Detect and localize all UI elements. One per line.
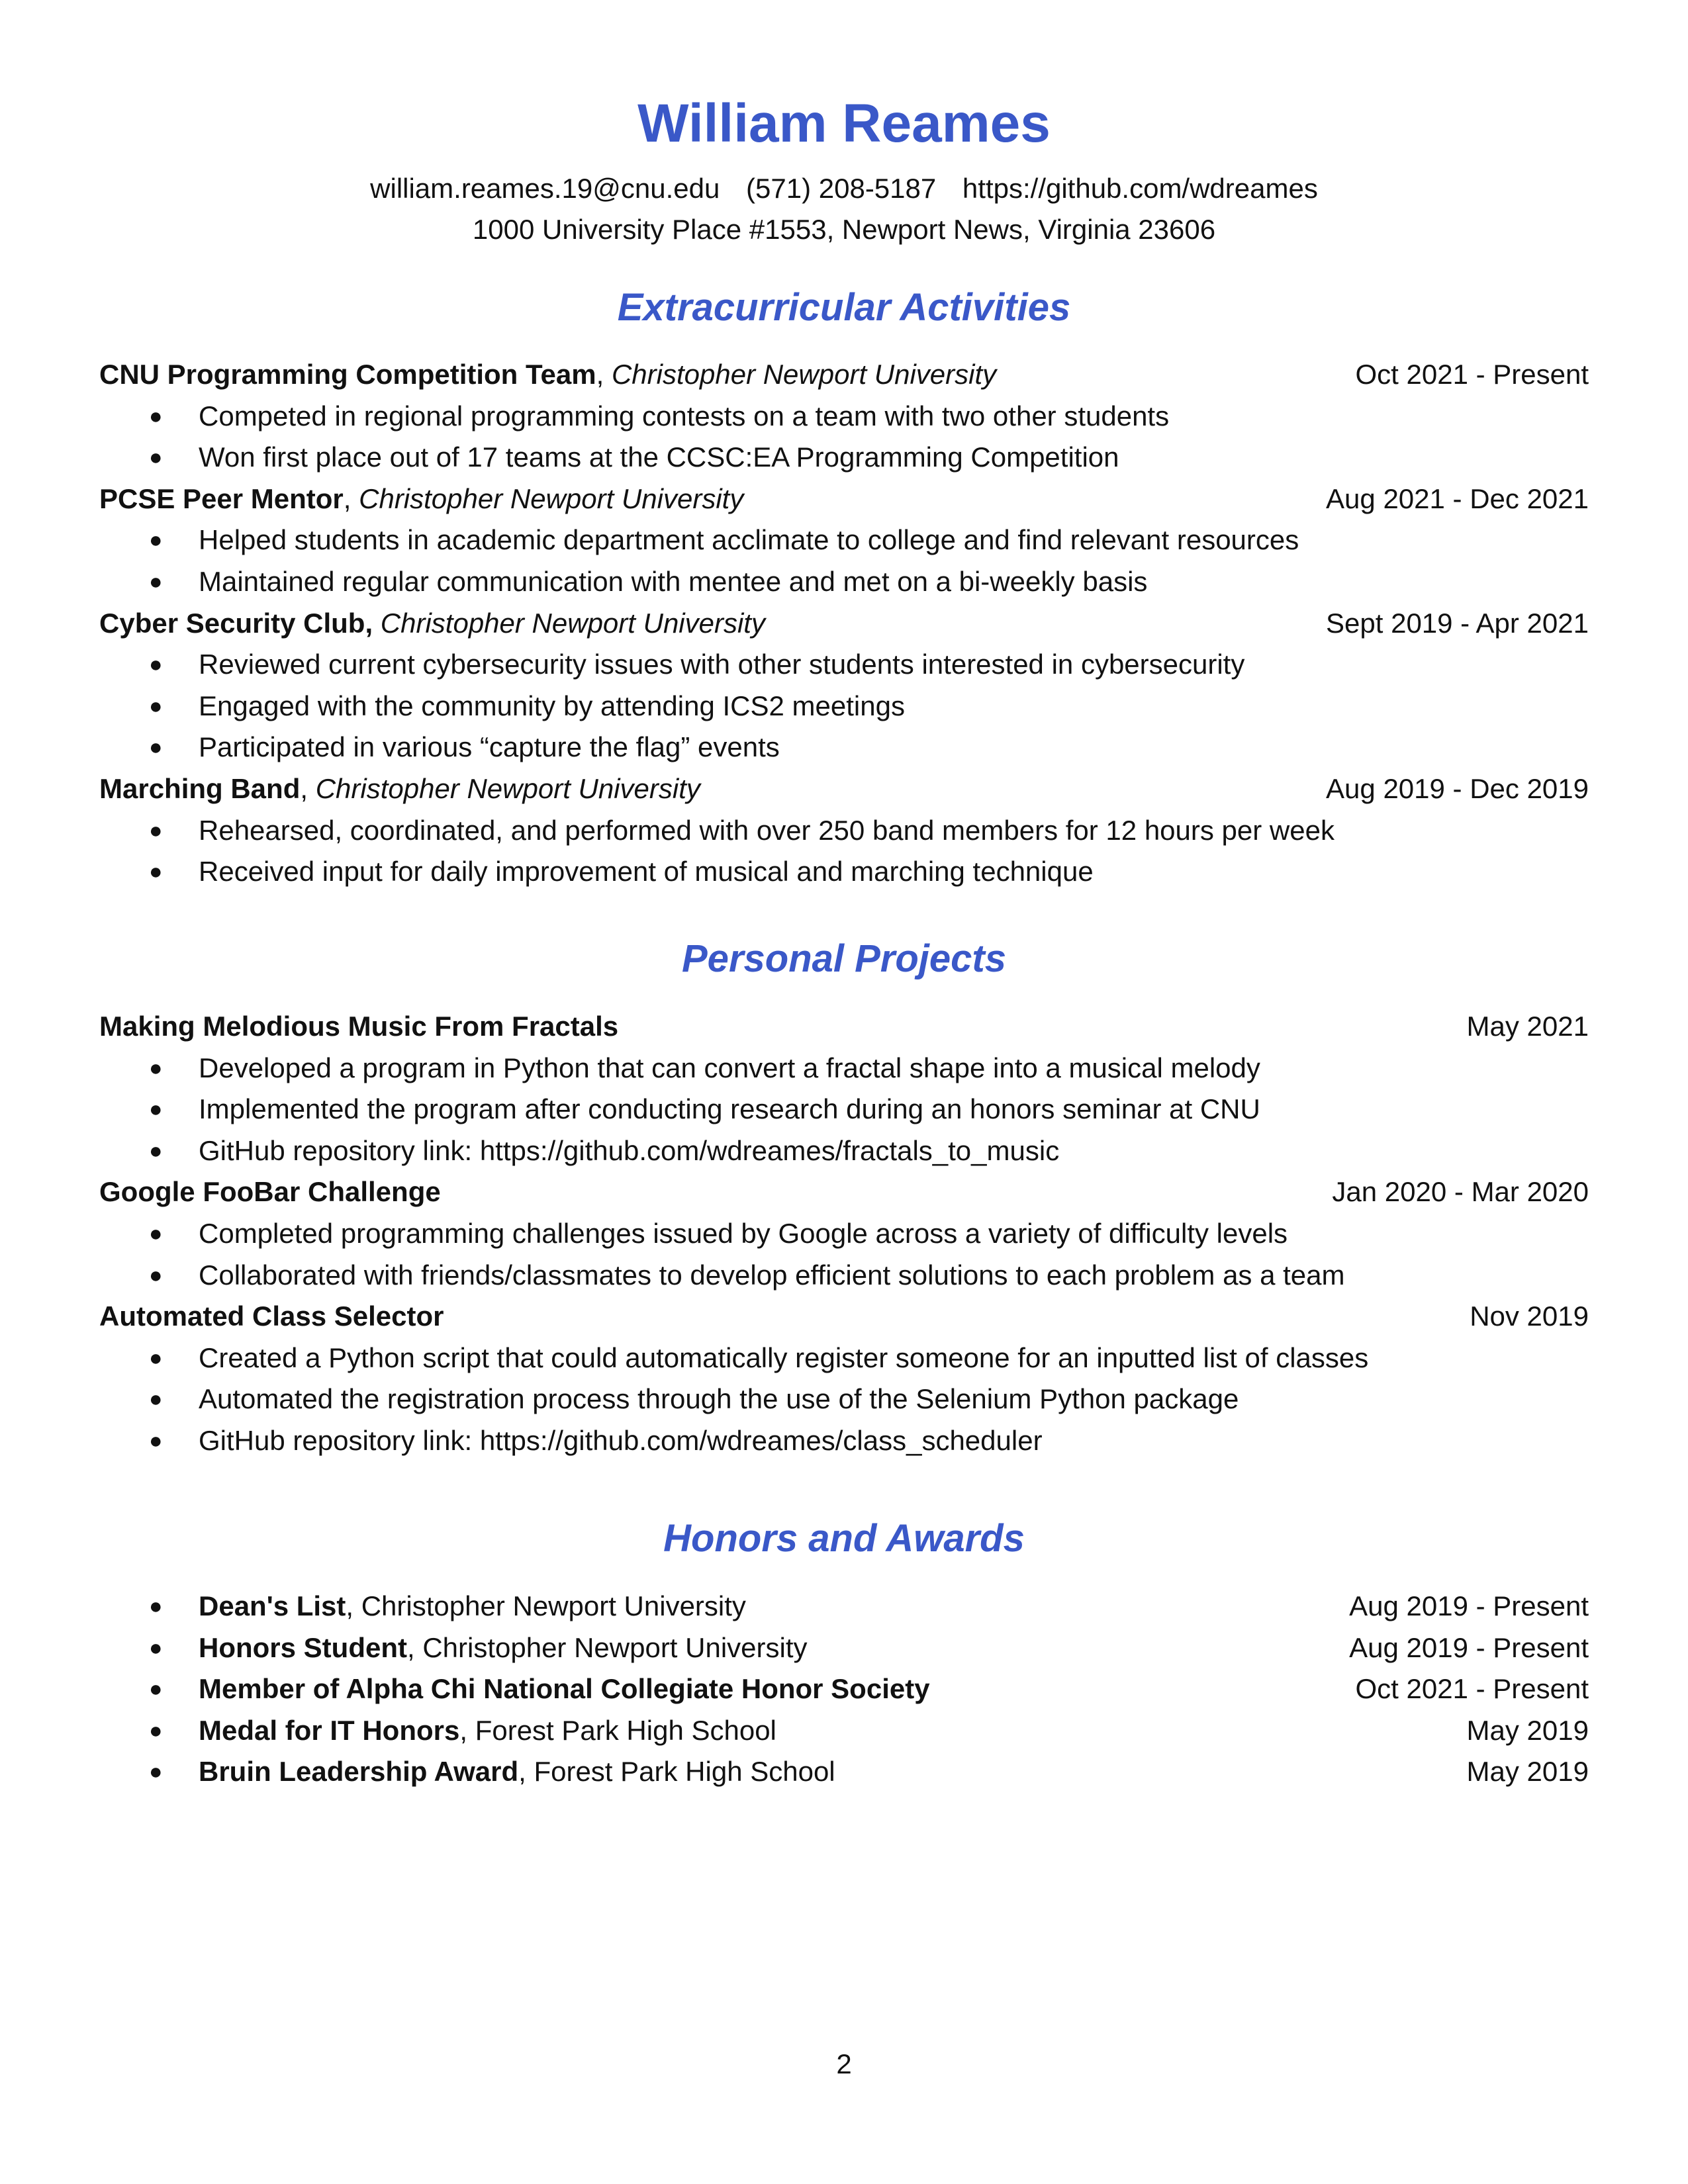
bullet-text: Won first place out of 17 teams at the CCSC:EA Programming Competition <box>199 441 1119 473</box>
award-name: Medal for IT Honors <box>199 1714 460 1746</box>
entry-date: Aug 2019 - Dec 2019 <box>1326 772 1589 804</box>
bullet-dot-icon: ● <box>149 652 163 678</box>
award-organization: , Forest Park High School <box>518 1756 835 1788</box>
bullet-text: Rehearsed, coordinated, and performed with over 250 band members for 12 hours per week <box>199 814 1335 846</box>
bullet-text: Competed in regional programming contests on a team with two other students <box>199 400 1170 432</box>
entry-date: Nov 2019 <box>1470 1300 1589 1332</box>
bullet-dot-icon: ● <box>149 1387 163 1412</box>
award-name: Bruin Leadership Award <box>199 1756 519 1788</box>
entry-title <box>99 1176 441 1207</box>
entry-organization: Christopher Newport University <box>315 772 700 804</box>
entry-date: Sept 2019 - Apr 2021 <box>1326 607 1589 639</box>
entry-header <box>99 1006 1589 1048</box>
bullet-text: Maintained regular communication with mentee and met on a bi-weekly basis <box>199 565 1148 597</box>
entry-role: PCSE Peer Mentor <box>99 482 344 514</box>
entry-date: Aug 2021 - Dec 2021 <box>1326 482 1589 514</box>
entry-title <box>99 483 743 514</box>
bullet-dot-icon: ● <box>149 1055 163 1081</box>
email-link[interactable]: william.reames.19@cnu.edu <box>370 173 720 204</box>
bullet-dot-icon: ● <box>149 1759 163 1785</box>
bullet-item <box>99 644 1589 686</box>
entry-title <box>99 359 996 390</box>
bullet-item <box>99 1213 1589 1255</box>
contact-block <box>99 168 1589 250</box>
award-name: Honors Student <box>199 1631 407 1663</box>
bullet-text: Implemented the program after conducting research during an honors seminar at CNU <box>199 1093 1260 1125</box>
entry-date: May 2021 <box>1466 1011 1589 1042</box>
bullet-text: Created a Python script that could automatically register someone for an inputted list of classes <box>199 1342 1369 1373</box>
bullet-dot-icon: ● <box>149 1262 163 1288</box>
bullet-item <box>99 810 1589 852</box>
bullet-item <box>99 1089 1589 1130</box>
award-date: May 2019 <box>1466 1756 1589 1788</box>
bullet-item <box>99 1130 1589 1172</box>
bullet-text: Engaged with the community by attending ICS2 meetings <box>199 690 905 721</box>
bullet-dot-icon: ● <box>149 693 163 719</box>
entry-header <box>99 603 1589 645</box>
entry-title <box>99 1300 444 1332</box>
entry-role: Marching Band <box>99 772 301 804</box>
bullet-item <box>99 1048 1589 1089</box>
bullet-item <box>99 520 1589 561</box>
bullet-dot-icon: ● <box>149 569 163 594</box>
bullet-item <box>99 1420 1589 1462</box>
entry-header <box>99 478 1589 520</box>
entry-date: Jan 2020 - Mar 2020 <box>1332 1176 1589 1208</box>
bullet-item <box>99 396 1589 437</box>
bullet-dot-icon: ● <box>149 1220 163 1246</box>
address: 1000 University Place #1553, Newport News, Virginia 23606 <box>472 214 1216 245</box>
bullet-dot-icon: ● <box>149 817 163 843</box>
bullet-text: Received input for daily improvement of musical and marching technique <box>199 856 1094 887</box>
bullet-item <box>99 727 1589 768</box>
entry-date: Oct 2021 - Present <box>1355 359 1589 390</box>
bullet-dot-icon: ● <box>149 403 163 429</box>
award-date: Aug 2019 - Present <box>1349 1590 1589 1621</box>
entry-title <box>99 773 700 804</box>
entry-role: Making Melodious Music From Fractals <box>99 1011 619 1042</box>
bullet-dot-icon: ● <box>149 527 163 553</box>
bullet-dot-icon: ● <box>149 445 163 471</box>
entry-title <box>99 1011 618 1042</box>
bullet-text: Helped students in academic department acclimate to college and find relevant resources <box>199 524 1299 556</box>
bullet-text: Reviewed current cybersecurity issues with other students interested in cybersecurity <box>199 649 1245 680</box>
award-title <box>199 1715 776 1746</box>
entry-separator: , <box>343 482 359 514</box>
bullet-item <box>99 437 1589 478</box>
bullet-item <box>99 1379 1589 1420</box>
entry-separator: , <box>300 772 316 804</box>
award-title <box>199 1756 835 1787</box>
entry-role: CNU Programming Competition Team <box>99 359 596 390</box>
section-title-awards: Honors and Awards <box>663 1517 1025 1560</box>
bullet-dot-icon: ● <box>149 1635 163 1661</box>
bullet-item <box>99 851 1589 893</box>
bullet-text: Developed a program in Python that can convert a fractal shape into a musical melody <box>199 1052 1260 1083</box>
entry-separator <box>373 608 381 639</box>
extracurricular-list <box>99 354 1589 893</box>
award-name: Member of Alpha Chi National Collegiate Honor Society <box>199 1673 930 1705</box>
bullet-dot-icon: ● <box>149 1138 163 1163</box>
entry-organization: Christopher Newport University <box>611 359 997 390</box>
award-item <box>99 1751 1589 1793</box>
bullet-item <box>99 561 1589 603</box>
resume-page <box>99 0 1589 2184</box>
award-date: Aug 2019 - Present <box>1349 1631 1589 1663</box>
award-organization: , Forest Park High School <box>459 1714 776 1746</box>
award-date: May 2019 <box>1466 1714 1589 1746</box>
award-item <box>99 1586 1589 1627</box>
bullet-text: GitHub repository link: https://github.com/wdreames/fractals_to_music <box>199 1134 1060 1166</box>
awards-list <box>99 1586 1589 1793</box>
bullet-item <box>99 1338 1589 1379</box>
entry-organization: Christopher Newport University <box>380 607 765 639</box>
entry-role: Cyber Security Club, <box>99 607 373 639</box>
phone-number: (571) 208-5187 <box>746 173 937 204</box>
award-title <box>199 1673 930 1704</box>
bullet-dot-icon: ● <box>149 1717 163 1743</box>
entry-header <box>99 354 1589 396</box>
award-title <box>199 1632 808 1663</box>
bullet-item <box>99 686 1589 727</box>
contact-line <box>99 168 1589 209</box>
entry-role: Google FooBar Challenge <box>99 1176 441 1208</box>
bullet-dot-icon: ● <box>149 1097 163 1122</box>
section-title-projects: Personal Projects <box>682 937 1006 980</box>
github-link[interactable]: https://github.com/wdreames <box>962 173 1318 204</box>
award-item <box>99 1668 1589 1710</box>
section-title-extracurricular: Extracurricular Activities <box>617 286 1071 329</box>
entry-role: Automated Class Selector <box>99 1300 444 1332</box>
award-item <box>99 1627 1589 1669</box>
entry-header <box>99 1171 1589 1213</box>
bullet-dot-icon: ● <box>149 1428 163 1453</box>
page-number: 2 <box>836 2048 852 2079</box>
entry-header <box>99 768 1589 810</box>
bullet-dot-icon: ● <box>149 1594 163 1619</box>
award-date: Oct 2021 - Present <box>1355 1673 1589 1705</box>
award-organization: , Christopher Newport University <box>346 1590 746 1621</box>
projects-list <box>99 1006 1589 1462</box>
bullet-dot-icon: ● <box>149 1345 163 1371</box>
entry-title <box>99 608 765 639</box>
bullet-dot-icon: ● <box>149 1676 163 1702</box>
bullet-text: Participated in various “capture the flag” events <box>199 731 780 763</box>
bullet-dot-icon: ● <box>149 735 163 760</box>
bullet-text: Collaborated with friends/classmates to develop efficient solutions to each problem as a team <box>199 1259 1345 1291</box>
entry-organization: Christopher Newport University <box>359 482 744 514</box>
candidate-name: William Reames <box>637 93 1051 154</box>
award-title <box>199 1590 746 1621</box>
bullet-text: GitHub repository link: https://github.com/wdreames/class_scheduler <box>199 1424 1043 1456</box>
award-name: Dean's List <box>199 1590 346 1621</box>
entry-separator: , <box>596 359 612 390</box>
bullet-text: Completed programming challenges issued by Google across a variety of difficulty levels <box>199 1217 1288 1249</box>
bullet-text: Automated the registration process through the use of the Selenium Python package <box>199 1383 1239 1415</box>
bullet-dot-icon: ● <box>149 859 163 885</box>
award-organization: , Christopher Newport University <box>406 1631 808 1663</box>
entry-header <box>99 1296 1589 1338</box>
bullet-item <box>99 1255 1589 1297</box>
award-item <box>99 1710 1589 1752</box>
